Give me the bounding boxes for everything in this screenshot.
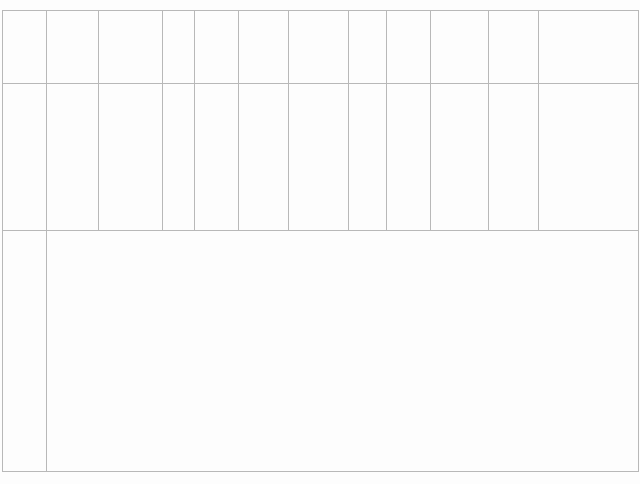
header-green-rate <box>349 11 387 84</box>
land-auction-table <box>2 10 639 472</box>
header-plot-ratio <box>239 11 289 84</box>
cell-green-rate <box>349 84 387 231</box>
cell-term <box>195 84 239 231</box>
header-start-price <box>387 11 431 84</box>
cell-increment <box>431 84 489 231</box>
cell-start-price <box>387 84 431 231</box>
notes-content <box>47 231 639 472</box>
cell-planned-use <box>163 84 195 231</box>
header-planned-use <box>163 11 195 84</box>
table-row <box>3 84 639 231</box>
header-max-price <box>489 11 539 84</box>
cell-max-price <box>489 84 539 231</box>
header-deposit <box>539 11 639 84</box>
header-location <box>47 11 99 84</box>
cell-deposit <box>539 84 639 231</box>
header-row <box>3 11 639 84</box>
cell-parcel-id <box>3 84 47 231</box>
header-density <box>289 11 349 84</box>
cell-area <box>99 84 163 231</box>
notes-row <box>3 231 639 472</box>
header-area <box>99 11 163 84</box>
header-increment <box>431 11 489 84</box>
cell-plot-ratio <box>239 84 289 231</box>
notes-label <box>3 231 47 472</box>
cell-density <box>289 84 349 231</box>
header-parcel-id <box>3 11 47 84</box>
cell-location <box>47 84 99 231</box>
header-term <box>195 11 239 84</box>
